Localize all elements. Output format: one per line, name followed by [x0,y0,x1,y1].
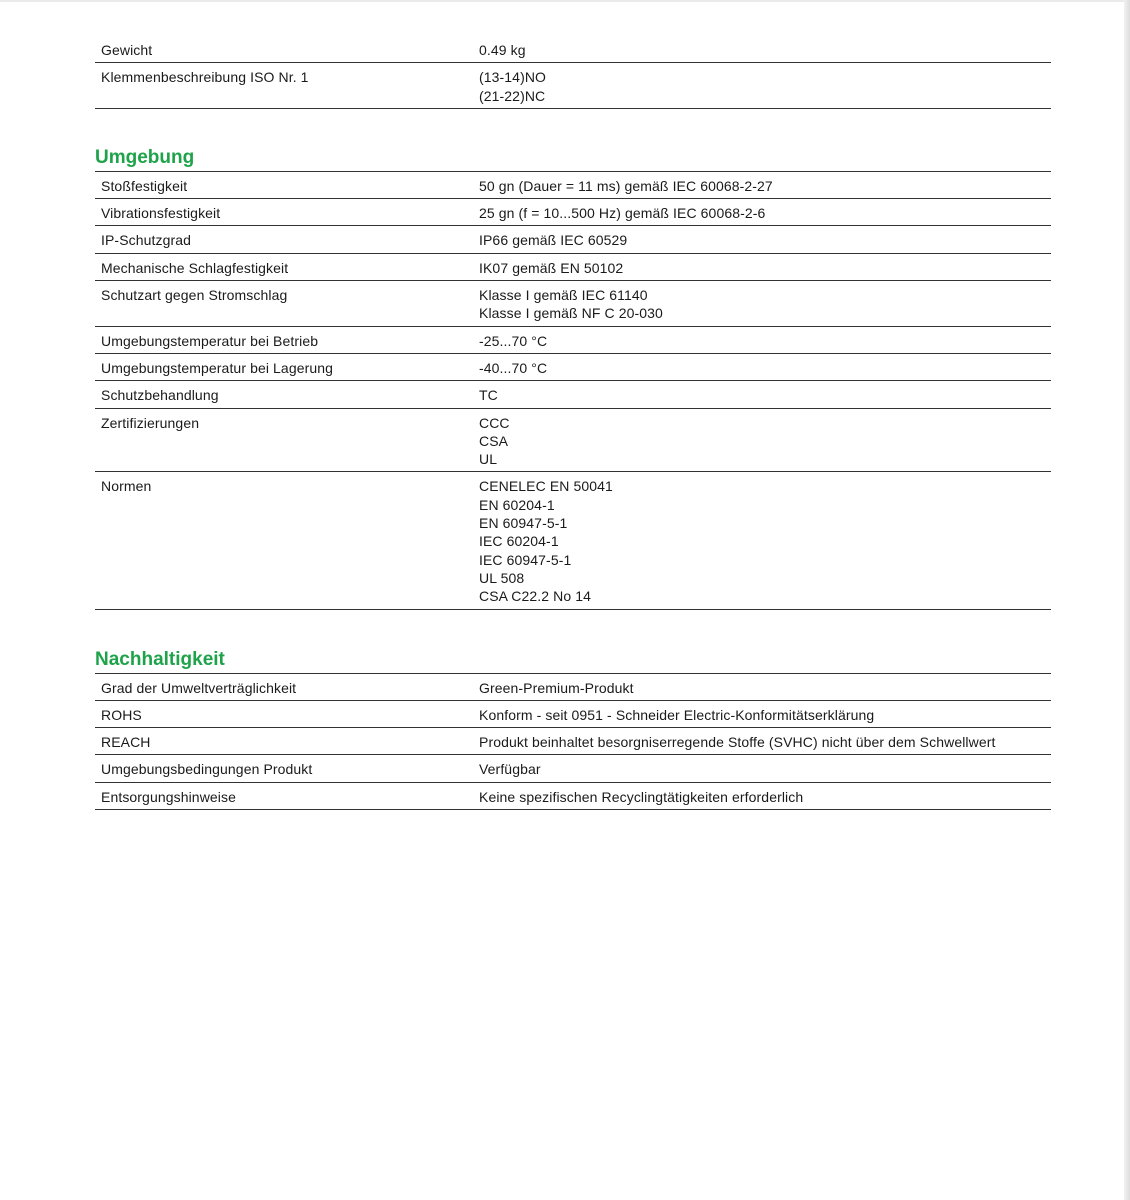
table-row [95,172,1051,199]
spec-value [473,172,1051,199]
table-row [95,674,1051,701]
datasheet-content [95,36,1051,810]
spec-value [473,408,1051,472]
spec-value-line: 25 gn (f = 10...500 Hz) gemäß IEC 60068-2-6 [479,205,766,222]
table-row [95,472,1051,609]
table-row [95,755,1051,782]
spec-value-line: 0.49 kg [479,42,526,58]
spec-value [473,36,1051,63]
spec-value-line: UL 508 [479,569,525,586]
spec-label: Umgebungsbedingungen Produkt [95,755,473,782]
spec-value-line: Konform - seit 0951 - Schneider Electric-Konformitätserklärung [479,706,875,723]
spec-value [473,782,1051,809]
page-top-edge [0,0,1130,2]
spec-value [473,281,1051,327]
spec-label: ROHS [95,700,473,727]
spec-value [473,353,1051,380]
spec-label: Grad der Umweltverträglichkeit [95,674,473,701]
spec-value [473,755,1051,782]
spec-label: Stoßfestigkeit [95,172,473,199]
spec-value-line: UL [479,451,498,468]
spec-value [473,226,1051,253]
spec-value-line: IEC 60204-1 [479,533,559,550]
spec-label: Klemmenbeschreibung ISO Nr. 1 [95,63,473,109]
table-row [95,226,1051,253]
spec-table-nachhaltigkeit [95,674,1051,810]
spec-value-line: -25...70 °C [479,332,548,349]
spec-label: Umgebungstemperatur bei Betrieb [95,326,473,353]
spec-value-line: (13-14)NO [479,69,547,86]
spec-value-line: CENELEC EN 50041 [479,478,613,495]
spec-value [473,63,1051,109]
spec-label: Zertifizierungen [95,408,473,472]
spec-value-line: Green-Premium-Produkt [479,679,634,696]
table-row [95,253,1051,280]
spec-value [473,674,1051,701]
spec-value [473,199,1051,226]
table-row [95,700,1051,727]
spec-label: Entsorgungshinweise [95,782,473,809]
section-title-nachhaltigkeit: Nachhaltigkeit [95,648,1051,674]
spec-value [473,728,1051,755]
spec-value [473,700,1051,727]
section-title-umgebung: Umgebung [95,146,1051,172]
spec-value-line: EN 60204-1 [479,496,555,513]
spec-value-line: EN 60947-5-1 [479,515,568,532]
spec-value-line: 50 gn (Dauer = 11 ms) gemäß IEC 60068-2-27 [479,177,773,194]
spec-value-line: CSA [479,432,509,449]
table-row [95,782,1051,809]
spec-value-line: TC [479,387,498,404]
table-row [95,408,1051,472]
spec-value [473,381,1051,408]
table-row [95,63,1051,109]
spec-label: Schutzbehandlung [95,381,473,408]
spec-value-line: CCC [479,414,510,431]
spec-value-line: (21-22)NC [479,87,546,104]
spec-value-line: IEC 60947-5-1 [479,551,572,568]
spec-label: Mechanische Schlagfestigkeit [95,253,473,280]
spec-label: Gewicht [95,36,473,63]
spec-label: Umgebungstemperatur bei Lagerung [95,353,473,380]
spec-value-line: Keine spezifischen Recyclingtätigkeiten erforderlich [479,788,804,805]
spec-value [473,253,1051,280]
spec-value [473,472,1051,609]
spec-value-line: IK07 gemäß EN 50102 [479,259,624,276]
spec-table-general [95,36,1051,109]
table-row [95,353,1051,380]
spec-value-line: -40...70 °C [479,359,548,376]
spec-table-umgebung [95,172,1051,610]
table-row [95,281,1051,327]
spec-label: REACH [95,728,473,755]
page-right-edge [1124,0,1130,1200]
spec-label: IP-Schutzgrad [95,226,473,253]
spec-value [473,326,1051,353]
table-row [95,728,1051,755]
spec-value-line: CSA C22.2 No 14 [479,588,592,605]
table-row [95,36,1051,63]
spec-label: Normen [95,472,473,609]
spec-value-line: Klasse I gemäß IEC 61140 [479,287,648,304]
table-row [95,326,1051,353]
spec-value-line: Verfügbar [479,761,541,778]
table-row [95,381,1051,408]
spec-value-line: Produkt beinhaltet besorgniserregende Stoffe (SVHC) nicht über dem Schwellwert [479,734,996,751]
spec-label: Vibrationsfestigkeit [95,199,473,226]
spec-value-line: IP66 gemäß IEC 60529 [479,232,628,249]
table-row [95,199,1051,226]
spec-value-line: Klasse I gemäß NF C 20-030 [479,305,663,322]
spec-label: Schutzart gegen Stromschlag [95,281,473,327]
